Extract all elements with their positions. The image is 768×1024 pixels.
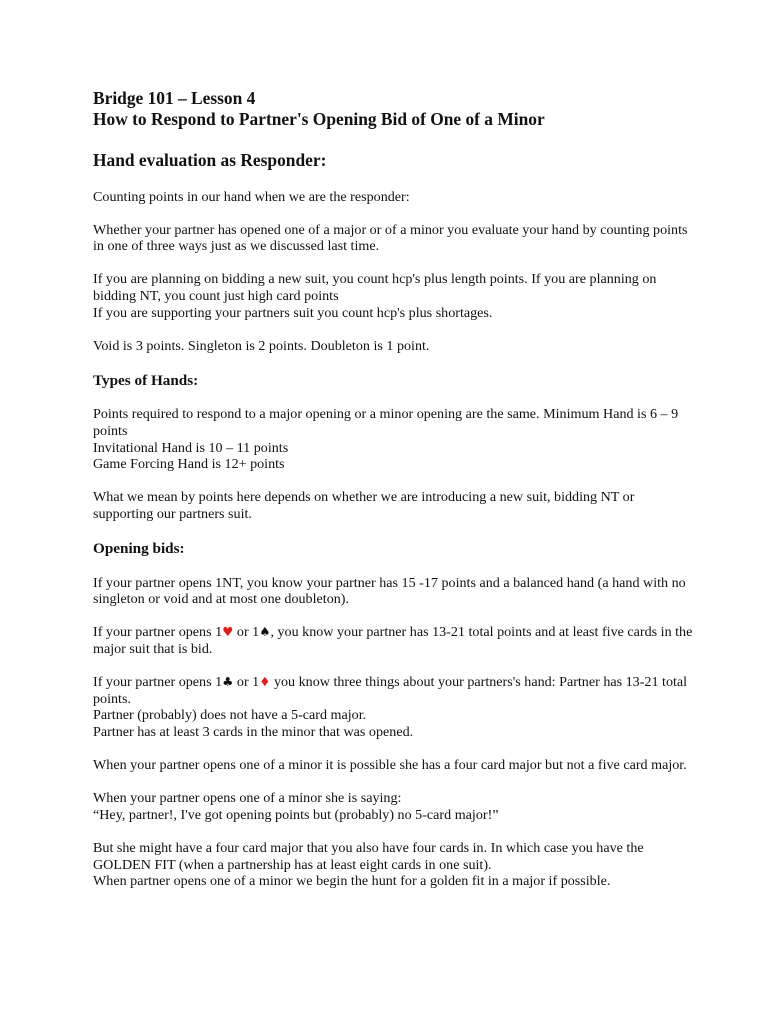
paragraph-void: Void is 3 points. Singleton is 2 points. Doubleton is 1 point. (93, 337, 430, 354)
major-text-b: or 1 (233, 624, 260, 641)
paragraph-counting: Counting points in our hand when we are the responder: (93, 188, 410, 205)
paragraph-minor-opening (93, 674, 693, 707)
minor-text-b: or 1 (233, 674, 260, 691)
paragraph-supporting: If you are supporting your partners suit you count hcp's plus shortages. (93, 304, 493, 321)
diamond-suit-icon: ♦ (259, 674, 271, 690)
heading-opening-bids: Opening bids: (93, 540, 185, 558)
paragraph-game-forcing: Game Forcing Hand is 12+ points (93, 456, 285, 473)
paragraph-she-is-saying: When your partner opens one of a minor she is saying: (93, 790, 402, 807)
heading-types-of-hands: Types of Hands: (93, 371, 199, 389)
paragraph-hunt: When partner opens one of a minor we begin the hunt for a golden fit in a major if possible. (93, 873, 611, 890)
paragraph-four-card-major: When your partner opens one of a minor it is possible she has a four card major but not a five card major. (93, 757, 687, 774)
document-title-line-2: How to Respond to Partner's Opening Bid of One of a Minor (93, 109, 545, 129)
spade-suit-icon: ♠ (259, 624, 271, 640)
paragraph-invitational: Invitational Hand is 10 – 11 points (93, 439, 289, 456)
paragraph-points-required: Points required to respond to a major opening or a minor opening are the same. Minimum Hand is 6 – 9 points (93, 406, 679, 440)
paragraph-quote: “Hey, partner!, I've got opening points but (probably) no 5-card major!” (93, 806, 499, 823)
paragraph-golden-fit: But she might have a four card major that you also have four cards in. In which case you have the GOLDEN FIT (when a partnership has at least eight cards in one suit). (93, 840, 644, 873)
document-title-line-1: Bridge 101 – Lesson 4 (93, 88, 256, 108)
paragraph-whether: Whether your partner has opened one of a major or of a minor you evaluate your hand by counting points in one of three ways just as we discussed last time. (93, 221, 688, 255)
heading-hand-evaluation: Hand evaluation as Responder: (93, 150, 327, 170)
paragraph-what-we-mean: What we mean by points here depends on whether we are introducing a new suit, bidding NT or supporting our partners suit. (93, 489, 635, 522)
heart-suit-icon: ♥ (222, 624, 234, 640)
paragraph-three-cards: Partner has at least 3 cards in the minor that was opened. (93, 723, 414, 740)
minor-text-c: you know three things about your partners's hand: Partner has 13-21 total points. (93, 674, 688, 707)
document-page (93, 88, 693, 890)
major-text-a: If your partner opens 1 (93, 624, 223, 641)
paragraph-1nt: If your partner opens 1NT, you know your partner has 15 -17 points and a balanced hand (a hand with no singleton or void and at most one doubleton). (93, 574, 686, 608)
paragraph-new-suit: If you are planning on bidding a new suit, you count hcp's plus length points. If you are planning on bidding NT, you count just high card points (93, 271, 657, 305)
paragraph-major-opening (93, 624, 693, 657)
minor-text-a: If your partner opens 1 (93, 674, 223, 691)
paragraph-no-five-card-major: Partner (probably) does not have a 5-card major. (93, 707, 367, 724)
major-text-c: , you know your partner has 13-21 total points and at least five cards in the major suit that is bid. (93, 624, 693, 657)
club-suit-icon: ♣ (222, 674, 234, 690)
